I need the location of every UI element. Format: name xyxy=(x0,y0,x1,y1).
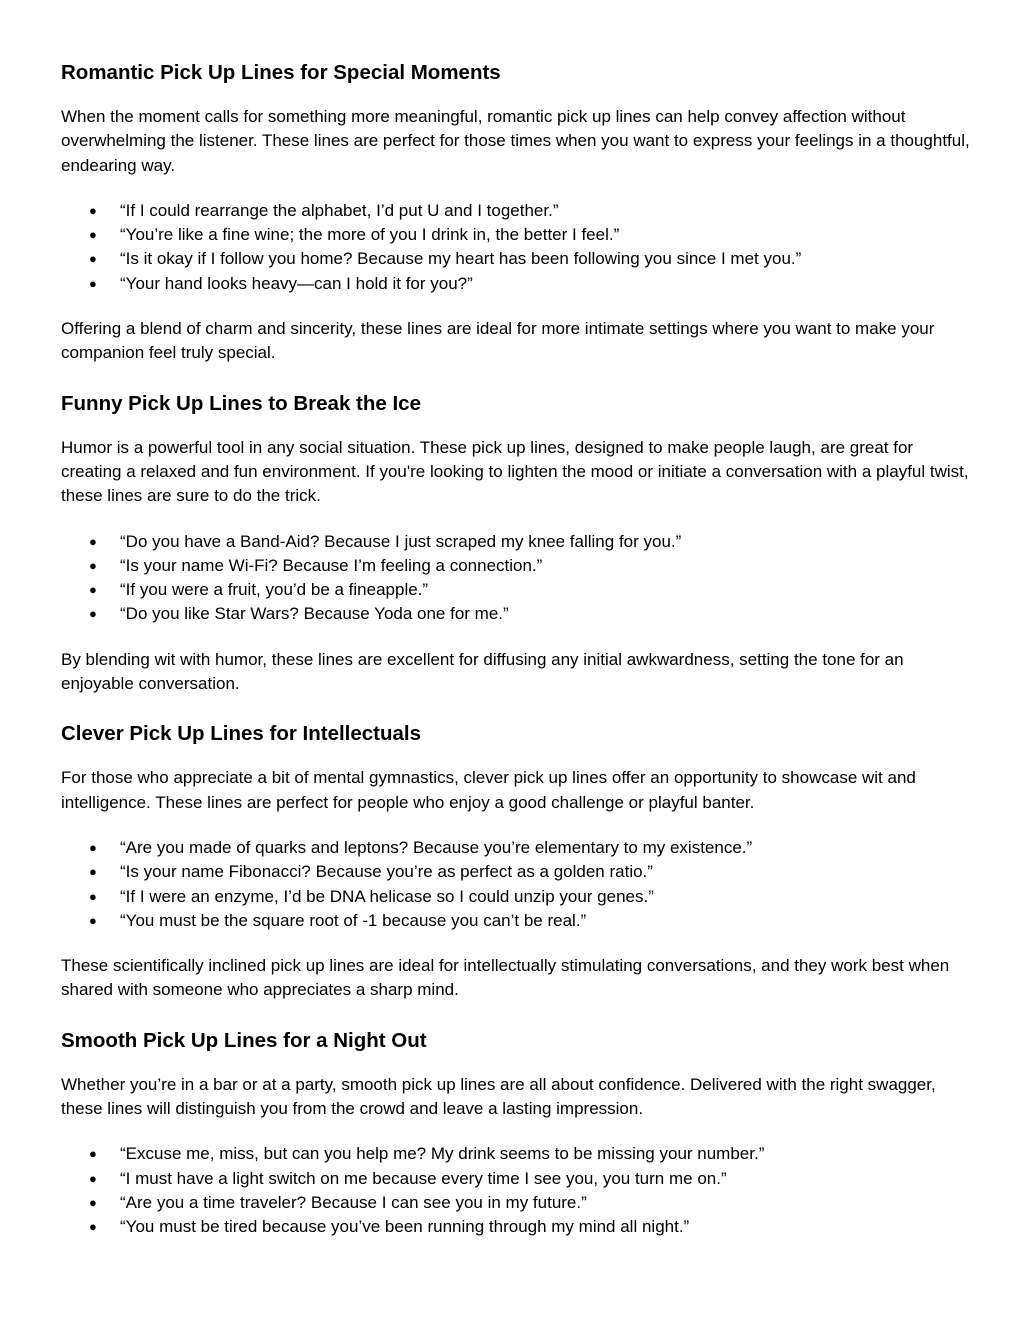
list-item-text: “Are you a time traveler? Because I can see you in my future.” xyxy=(120,1192,587,1212)
list-item xyxy=(61,909,971,933)
bullet-icon: ● xyxy=(89,1146,97,1162)
list-item-text: “I must have a light switch on me because every time I see you, you turn me on.” xyxy=(120,1168,727,1188)
list-item-text: “Your hand looks heavy—can I hold it for you?” xyxy=(120,273,473,293)
section-funny xyxy=(61,387,971,697)
list-item xyxy=(61,247,971,271)
bullet-icon: ● xyxy=(89,1194,97,1210)
section-heading: Clever Pick Up Lines for Intellectuals xyxy=(61,722,422,746)
list-item xyxy=(61,836,971,860)
bullet-icon: ● xyxy=(89,606,97,622)
list-item xyxy=(61,578,971,602)
section-heading: Smooth Pick Up Lines for a Night Out xyxy=(61,1028,427,1052)
bullet-icon: ● xyxy=(89,557,97,573)
bullet-icon: ● xyxy=(89,533,97,549)
list-item-text: “You must be the square root of -1 because you can’t be real.” xyxy=(120,910,587,930)
section-outro: By blending wit with humor, these lines are excellent for diffusing any initial awkwardness, setting the tone for an enjoyable conversation. xyxy=(61,649,904,694)
section-smooth xyxy=(61,1024,971,1240)
list-item-text: “Do you like Star Wars? Because Yoda one for me.” xyxy=(120,604,509,624)
list-item-text: “Excuse me, miss, but can you help me? My drink seems to be missing your number.” xyxy=(120,1144,765,1164)
list-item xyxy=(61,272,971,296)
list-item-text: “If you were a fruit, you’d be a fineapple.” xyxy=(120,580,429,600)
list-item xyxy=(61,1191,971,1215)
list-item-text: “Is your name Wi-Fi? Because I’m feeling a connection.” xyxy=(120,555,543,575)
list-item xyxy=(61,223,971,247)
bullet-icon: ● xyxy=(89,582,97,598)
bullet-icon: ● xyxy=(89,912,97,928)
section-intro: Whether you’re in a bar or at a party, smooth pick up lines are all about confidence. Delivered with the right swagger, these lines will distinguish you from the crowd and leave a lasting impression. xyxy=(61,1074,936,1119)
list-item xyxy=(61,199,971,223)
pickup-line-list xyxy=(61,1142,971,1239)
section-outro: Offering a blend of charm and sincerity, these lines are ideal for more intimate settings where you want to make your companion feel truly special. xyxy=(61,319,935,363)
bullet-icon: ● xyxy=(89,202,97,218)
list-item xyxy=(61,554,971,578)
list-item-text: “You’re like a fine wine; the more of you I drink in, the better I feel.” xyxy=(120,225,620,245)
pickup-line-list xyxy=(61,199,971,296)
bullet-icon: ● xyxy=(89,1170,97,1186)
list-item-text: “Are you made of quarks and leptons? Because you’re elementary to my existence.” xyxy=(120,837,753,857)
bullet-icon: ● xyxy=(89,839,97,855)
list-item-text: “Is your name Fibonacci? Because you’re as perfect as a golden ratio.” xyxy=(120,862,653,882)
bullet-icon: ● xyxy=(89,888,97,904)
section-outro: These scientifically inclined pick up lines are ideal for intellectually stimulating conversations, and they work best when shared with someone who appreciates a sharp mind. xyxy=(61,956,950,1000)
document-page xyxy=(61,56,971,1261)
bullet-icon: ● xyxy=(89,1219,97,1235)
list-item-text: “You must be tired because you’ve been running through my mind all night.” xyxy=(120,1217,690,1237)
section-intro: Humor is a powerful tool in any social situation. These pick up lines, designed to make people laugh, are great for creating a relaxed and fun environment. If you're looking to lighten the mood or initiate a conversation with a playful twist, these lines are sure to do the trick. xyxy=(61,437,969,506)
list-item xyxy=(61,1142,971,1166)
list-item xyxy=(61,1167,971,1191)
list-item-text: “If I could rearrange the alphabet, I’d put U and I together.” xyxy=(120,200,559,220)
section-intro: When the moment calls for something more meaningful, romantic pick up lines can help convey affection without overwhelming the listener. These lines are perfect for those times when you want to express your feelings in a thoughtful, endearing way. xyxy=(61,107,970,175)
bullet-icon: ● xyxy=(89,864,97,880)
section-heading: Romantic Pick Up Lines for Special Moments xyxy=(61,61,501,84)
bullet-icon: ● xyxy=(89,275,97,291)
bullet-icon: ● xyxy=(89,227,97,243)
pickup-line-list xyxy=(61,836,971,933)
section-intro: For those who appreciate a bit of mental gymnastics, clever pick up lines offer an opportunity to showcase wit and intelligence. These lines are perfect for people who enjoy a good challenge or playful banter. xyxy=(61,768,916,812)
list-item xyxy=(61,602,971,626)
section-clever xyxy=(61,717,971,1002)
list-item xyxy=(61,530,971,554)
list-item xyxy=(61,885,971,909)
section-heading: Funny Pick Up Lines to Break the Ice xyxy=(61,391,421,415)
list-item-text: “Do you have a Band-Aid? Because I just scraped my knee falling for you.” xyxy=(120,531,682,551)
list-item-text: “If I were an enzyme, I’d be DNA helicase so I could unzip your genes.” xyxy=(120,886,654,906)
pickup-line-list xyxy=(61,530,971,627)
list-item xyxy=(61,1215,971,1239)
list-item-text: “Is it okay if I follow you home? Because my heart has been following you since I met you.” xyxy=(120,249,802,269)
list-item xyxy=(61,860,971,884)
bullet-icon: ● xyxy=(89,251,97,267)
section-romantic xyxy=(61,56,971,366)
